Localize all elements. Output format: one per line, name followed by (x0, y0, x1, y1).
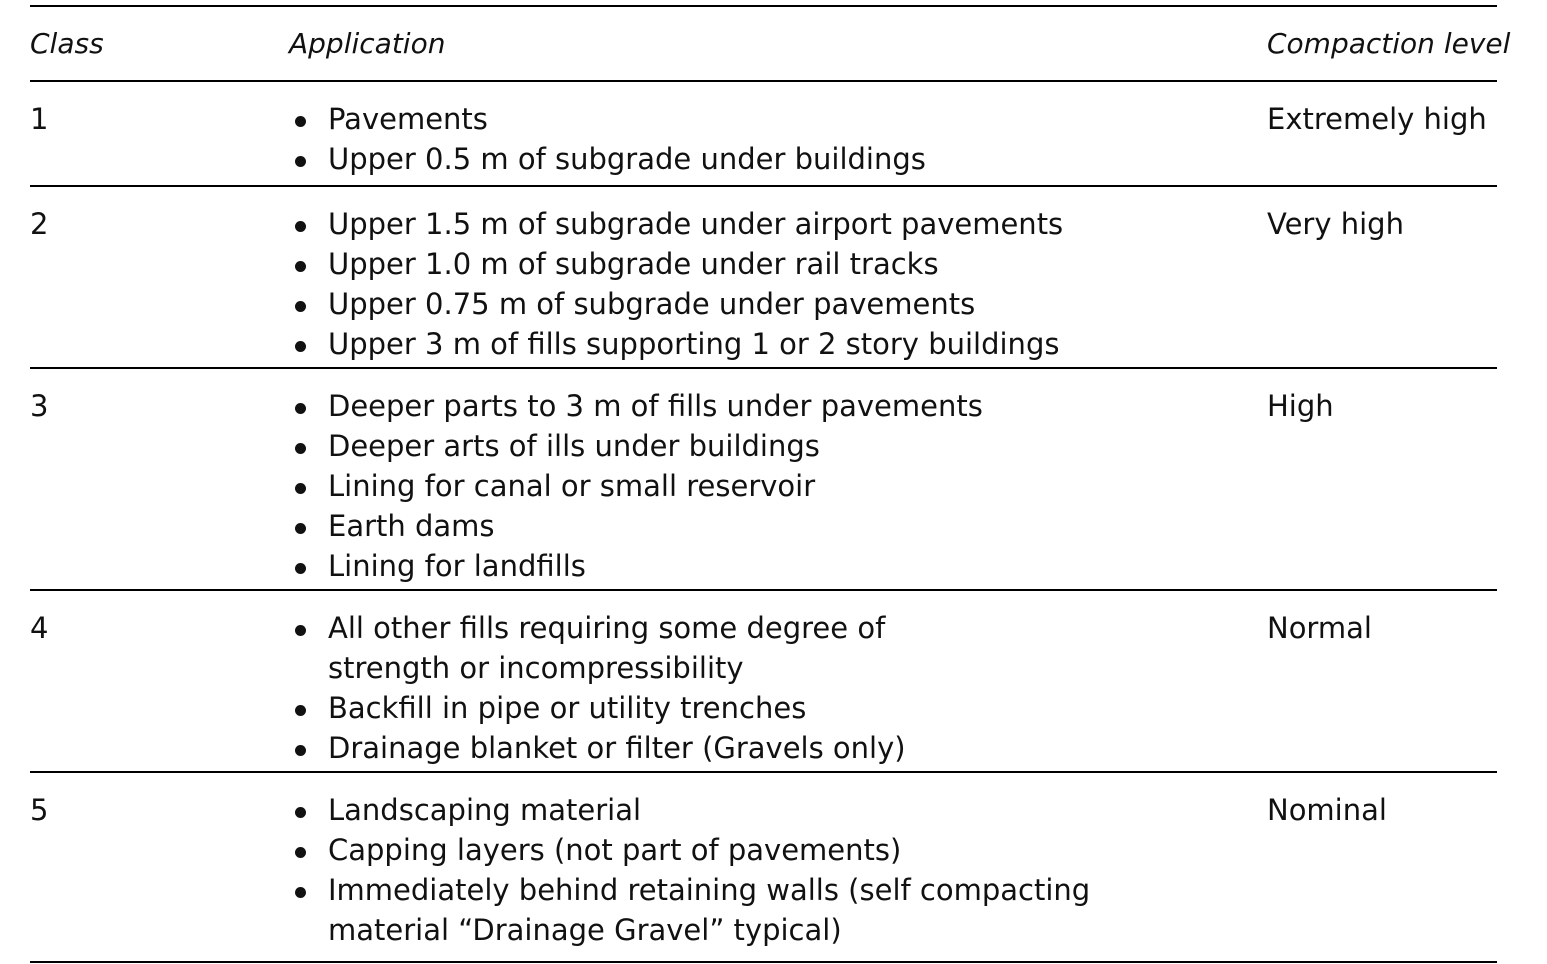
application-item: Lining for canal or small reservoir (293, 466, 983, 506)
compaction-level-cell: High (1267, 389, 1334, 423)
application-item: Deeper parts to 3 m of fills under pavements (293, 386, 983, 426)
application-list (293, 99, 926, 179)
table-row (0, 186, 1547, 368)
row-rule (30, 961, 1497, 963)
table-top-rule (30, 5, 1497, 7)
header-class: Class (30, 27, 104, 60)
table-row (0, 368, 1547, 590)
application-item: Upper 1.0 m of subgrade under rail tracks (293, 244, 1063, 284)
application-item: Upper 0.75 m of subgrade under pavements (293, 284, 1063, 324)
application-list (293, 386, 983, 586)
application-item: Drainage blanket or filter (Gravels only) (293, 728, 906, 768)
application-item: Capping layers (not part of pavements) (293, 830, 1090, 870)
compaction-level-cell: Normal (1267, 611, 1372, 645)
compaction-level-cell: Extremely high (1267, 102, 1487, 136)
table-row (0, 590, 1547, 772)
class-cell: 2 (30, 207, 49, 241)
application-list (293, 608, 906, 768)
table-row (0, 81, 1547, 186)
application-list (293, 790, 1090, 950)
application-item: Landscaping material (293, 790, 1090, 830)
class-cell: 3 (30, 389, 49, 423)
application-item: All other fills requiring some degree of strength or incompressibility (293, 608, 906, 688)
application-item: Upper 0.5 m of subgrade under buildings (293, 139, 926, 179)
header-application: Application (289, 27, 446, 60)
class-cell: 5 (30, 793, 49, 827)
application-item: Immediately behind retaining walls (self compacting material “Drainage Gravel” typical) (293, 870, 1090, 950)
application-list (293, 204, 1063, 364)
header-compaction-level: Compaction level (1267, 27, 1511, 60)
application-item: Backfill in pipe or utility trenches (293, 688, 906, 728)
table-row (0, 772, 1547, 962)
application-item: Upper 1.5 m of subgrade under airport pavements (293, 204, 1063, 244)
application-item: Pavements (293, 99, 926, 139)
compaction-level-cell: Nominal (1267, 793, 1387, 827)
application-item: Earth dams (293, 506, 983, 546)
application-item: Deeper arts of ills under buildings (293, 426, 983, 466)
compaction-level-cell: Very high (1267, 207, 1404, 241)
class-cell: 1 (30, 102, 49, 136)
application-item: Upper 3 m of fills supporting 1 or 2 story buildings (293, 324, 1063, 364)
class-cell: 4 (30, 611, 49, 645)
application-item: Lining for landfills (293, 546, 983, 586)
